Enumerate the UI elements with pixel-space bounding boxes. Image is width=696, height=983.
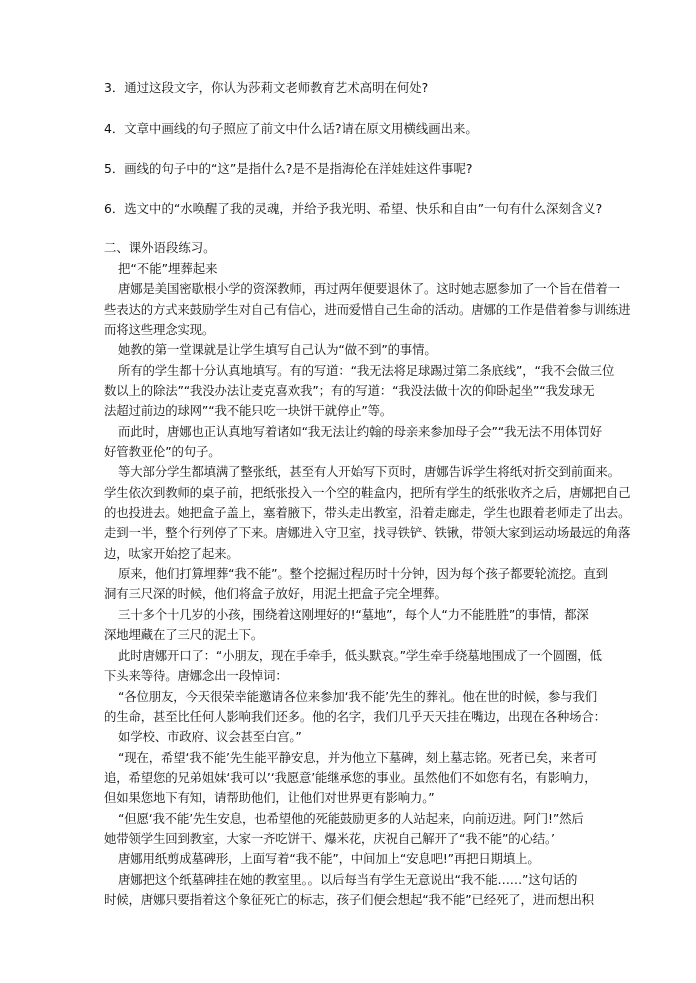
question-3: 3．通过这段文字，你认为莎莉文老师教育艺术高明在何处?	[104, 80, 429, 95]
article-line: 些表达的方式来鼓励学生对自己有信心，进而爱惜自己生命的活动。唐娜的工作是借着参与训练进	[104, 302, 631, 317]
article-line: 唐娜用纸剪成墓碑形，上面写着“我不能”，中间加上“安息吧!”再把日期填上。	[118, 851, 540, 866]
article-line: 但如果您地下有知，请帮助他们，让他们对世界更有影响力。”	[104, 790, 435, 805]
article-line: 而此时，唐娜也正认真地写着诸如“我无法让约翰的母亲来参加母子会”“我无法不用体罚好	[118, 424, 602, 439]
article-line: 深地埋藏在了三尺的泥土下。	[104, 627, 264, 642]
article-line: “现在，希望‘我不能’先生能平静安息，并为他立下墓碑，刻上墓志铭。死者已矣，来者可	[118, 750, 597, 765]
article-line: 的也投进去。她把盒子盖上，塞着腋下，带头走出教室，沿着走廊走，学生也跟着老师走了出去。	[104, 505, 631, 520]
article-line: 等大部分学生都填满了整张纸，甚至有人开始写下页时，唐娜告诉学生将纸对折交到前面来。	[118, 464, 620, 479]
question-4: 4．文章中画线的句子照应了前文中什么话?请在原文用横线画出来。	[104, 121, 478, 136]
article-line: 时候，唐娜只要指着这个象征死亡的标志，孩子们便会想起“我不能”已经死了，进而想出积	[104, 892, 594, 907]
article-line: 好管教亚伦”的句子。	[104, 444, 221, 459]
article-line: 唐娜是美国密歇根小学的资深教师，再过两年便要退休了。这时她志愿参加了一个旨在借着一	[118, 281, 620, 296]
article-line: 的生命，甚至比任何人影响我们还多。他的名字，我们几乎天天挂在嘴边，出现在各种场合：	[104, 709, 606, 724]
article-line: 此时唐娜开口了：“小朋友，现在手牵手，低头默哀。”学生牵手绕墓地围成了一个圆圈，低	[118, 648, 602, 663]
article-line: 而将这些理念实现。	[104, 322, 215, 337]
article-title: 把“不能”埋葬起来	[118, 261, 218, 276]
article-line: 她教的第一堂课就是让学生填写自己认为“做不到”的事情。	[118, 342, 437, 357]
article-line: 唐娜把这个纸墓碑挂在她的教室里。。以后每当有学生无意说出“我不能……”这句话的	[118, 872, 578, 887]
article-line: 所有的学生都十分认真地填写。有的写道：“我无法将足球踢过第二条底线”，“我不会做三位	[118, 363, 615, 378]
article-line: 追，希望您的兄弟姐妹‘我可以’‘我愿意’能继承您的事业。虽然他们不如您有名，有影响力，	[104, 770, 597, 785]
article-line: 学生依次到教师的桌子前，把纸张投入一个空的鞋盒内，把所有学生的纸张收齐之后，唐娜把自己	[104, 485, 631, 500]
question-6: 6．选文中的“水唤醒了我的灵魂，并给予我光明、希望、快乐和自由”一句有什么深刻含义?	[104, 201, 603, 216]
article-line: “各位朋友，今天很荣幸能邀请各位来参加‘我不能’先生的葬礼。他在世的时候，参与我们	[118, 689, 597, 704]
article-line: 数以上的除法”“我没办法让麦克喜欢我”；有的写道：“我没法做十次的仰卧起坐”“我发球无	[104, 383, 595, 398]
article-line: “但愿‘我不能’先生安息，也希望他的死能鼓励更多的人站起来，向前迈进。阿门!”然后	[118, 811, 584, 826]
section-heading: 二、课外语段练习。	[104, 240, 216, 255]
article-line: 走到一半，整个行列停了下来。唐娜进入守卫室，找寻铁铲、铁锹，带领大家到运动场最远的角落	[104, 525, 631, 540]
article-line: 下头来等待。唐娜念出一段悼词：	[104, 668, 288, 683]
article-line: 如学校、市政府、议会甚至白宫。”	[118, 729, 302, 744]
article-line: 洞有三尺深的时候，他们将盒子放好，用泥土把盒子完全埋葬。	[104, 586, 447, 601]
article-line: 三十多个十几岁的小孩，围绕着这刚埋好的!“墓地”，每个人“力不能胜胜”的事情，都深	[118, 607, 589, 622]
article-line: 她带领学生回到教室，大家一齐吃饼干、爆米花，庆祝自己解开了“我不能”的心结。’	[104, 831, 555, 846]
article-line: 原来，他们打算埋葬“我不能”。整个挖掘过程历时十分钟，因为每个孩子都要轮流挖。直到	[118, 566, 608, 581]
question-5: 5．画线的句子中的“这”是指什么?是不是指海伦在洋娃娃这件事呢?	[104, 161, 473, 176]
article-line: 法超过前边的球网”“我不能只吃一块饼干就停止”等。	[104, 403, 393, 418]
article-line: 边，呔家开始挖了起来。	[104, 546, 239, 561]
